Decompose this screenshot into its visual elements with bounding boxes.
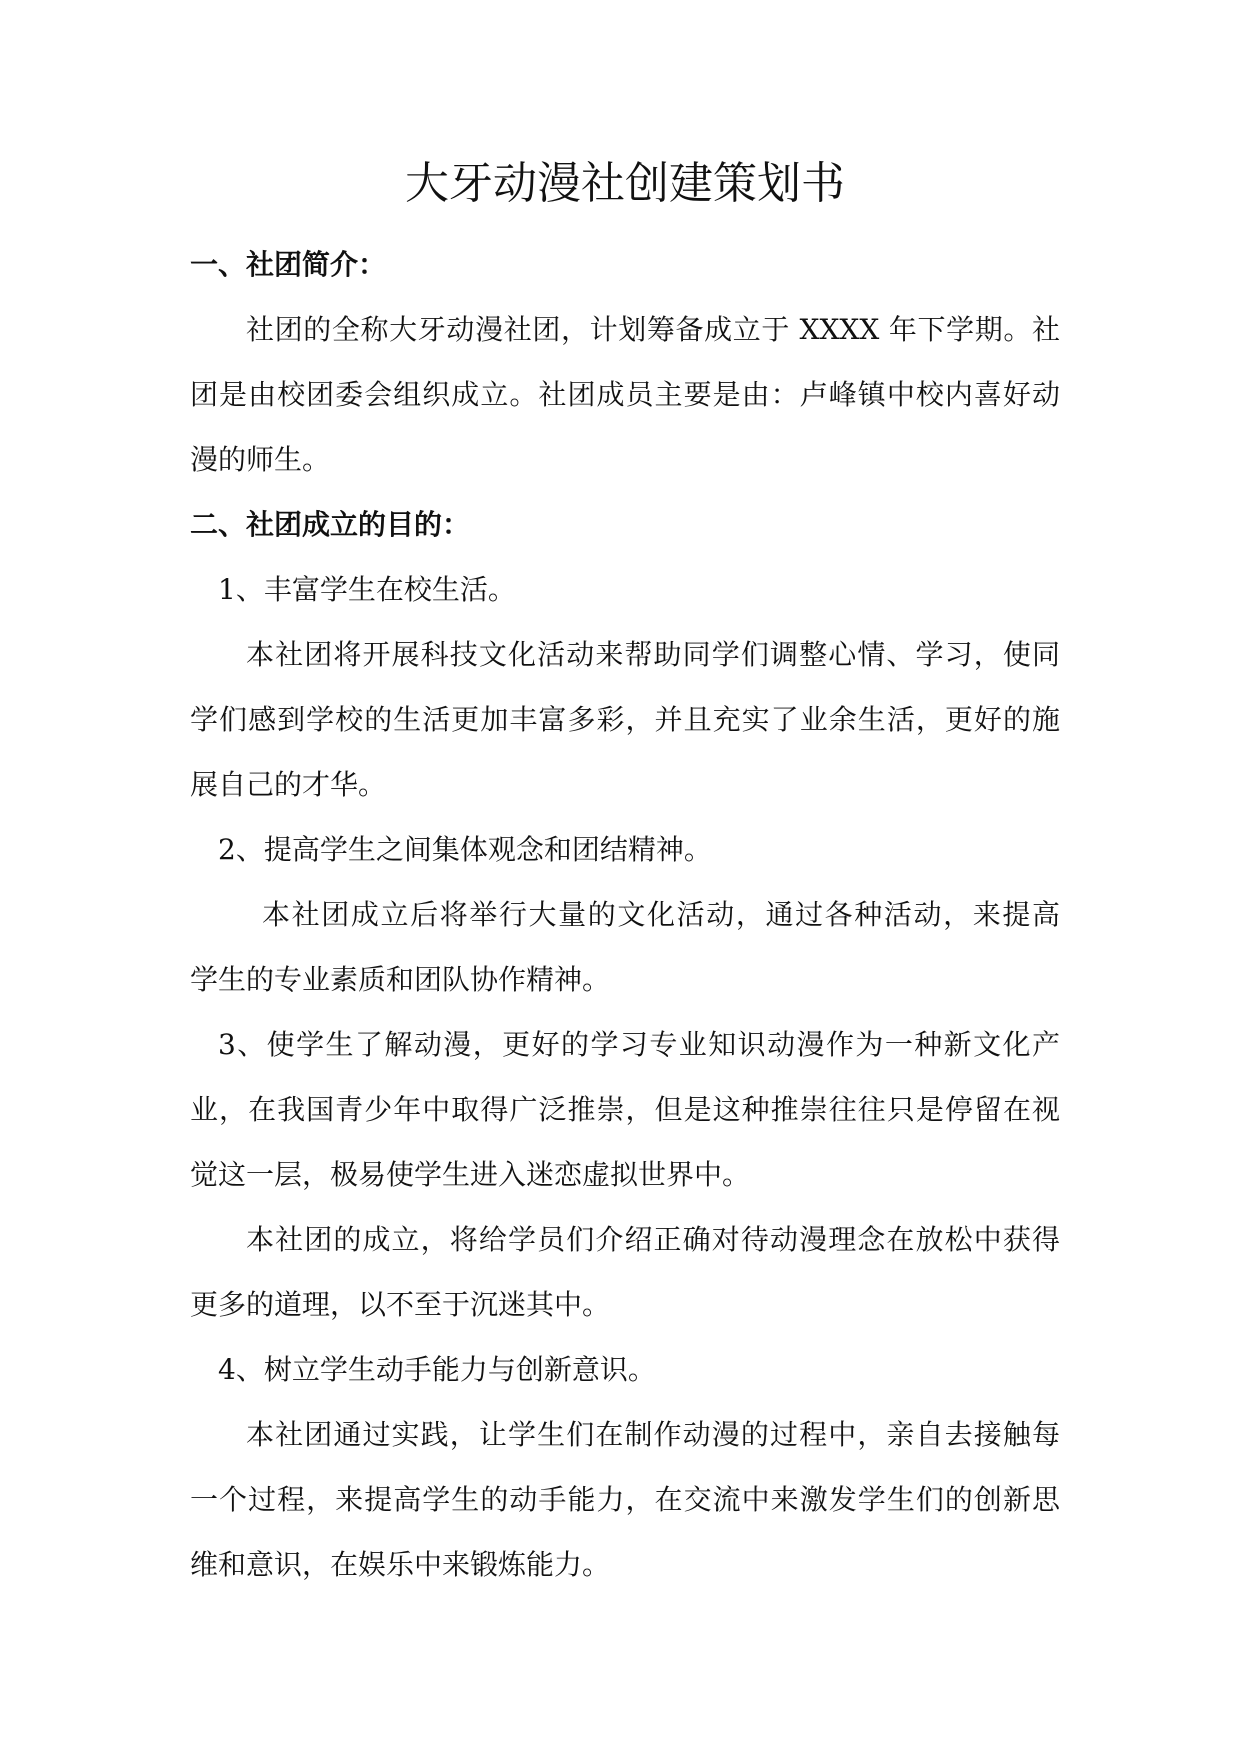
paragraph-line: 学生的专业素质和团队协作精神。 <box>190 963 611 996</box>
document-title: 大牙动漫社创建策划书 <box>405 158 845 209</box>
list-item-title: 1、丰富学生在校生活。 <box>218 573 516 606</box>
document-content <box>190 150 1060 1597</box>
paragraph-line: 学们感到学校的生活更加丰富多彩，并且充实了业余生活，更好的施 <box>190 703 1060 736</box>
paragraph-line: 维和意识，在娱乐中来锻炼能力。 <box>190 1548 611 1581</box>
paragraph-line: 团是由校团委会组织成立。社团成员主要是由：卢峰镇中校内喜好动 <box>190 378 1060 411</box>
paragraph-line: 本社团将开展科技文化活动来帮助同学们调整心情、学习，使同 <box>246 638 1060 671</box>
paragraph-line: 本社团的成立，将给学员们介绍正确对待动漫理念在放松中获得 <box>246 1223 1060 1256</box>
list-item-title: 3、使学生了解动漫，更好的学习专业知识动漫作为一种新文化产 <box>218 1028 1060 1061</box>
paragraph-line: 本社团成立后将举行大量的文化活动，通过各种活动，来提高 <box>262 898 1060 931</box>
paragraph-line: 本社团通过实践，让学生们在制作动漫的过程中，亲自去接触每 <box>246 1418 1060 1451</box>
paragraph-line: 更多的道理，以不至于沉迷其中。 <box>190 1288 611 1321</box>
paragraph-line: 社团的全称大牙动漫社团，计划筹备成立于 XXXX 年下学期。社 <box>246 313 1060 346</box>
list-item-title: 2、提高学生之间集体观念和团结精神。 <box>218 833 712 866</box>
paragraph-line: 展自己的才华。 <box>190 768 387 801</box>
list-item-title: 4、树立学生动手能力与创新意识。 <box>218 1353 656 1386</box>
paragraph-line: 漫的师生。 <box>190 443 331 476</box>
section-heading-intro: 一、社团简介： <box>190 248 387 281</box>
paragraph-line: 一个过程，来提高学生的动手能力，在交流中来激发学生们的创新思 <box>190 1483 1060 1516</box>
list-item-title-continued: 觉这一层，极易使学生进入迷恋虚拟世界中。 <box>190 1158 751 1191</box>
list-item-title-continued: 业，在我国青少年中取得广泛推崇，但是这种推崇往往只是停留在视 <box>190 1093 1060 1126</box>
section-heading-purpose: 二、社团成立的目的： <box>190 508 471 541</box>
